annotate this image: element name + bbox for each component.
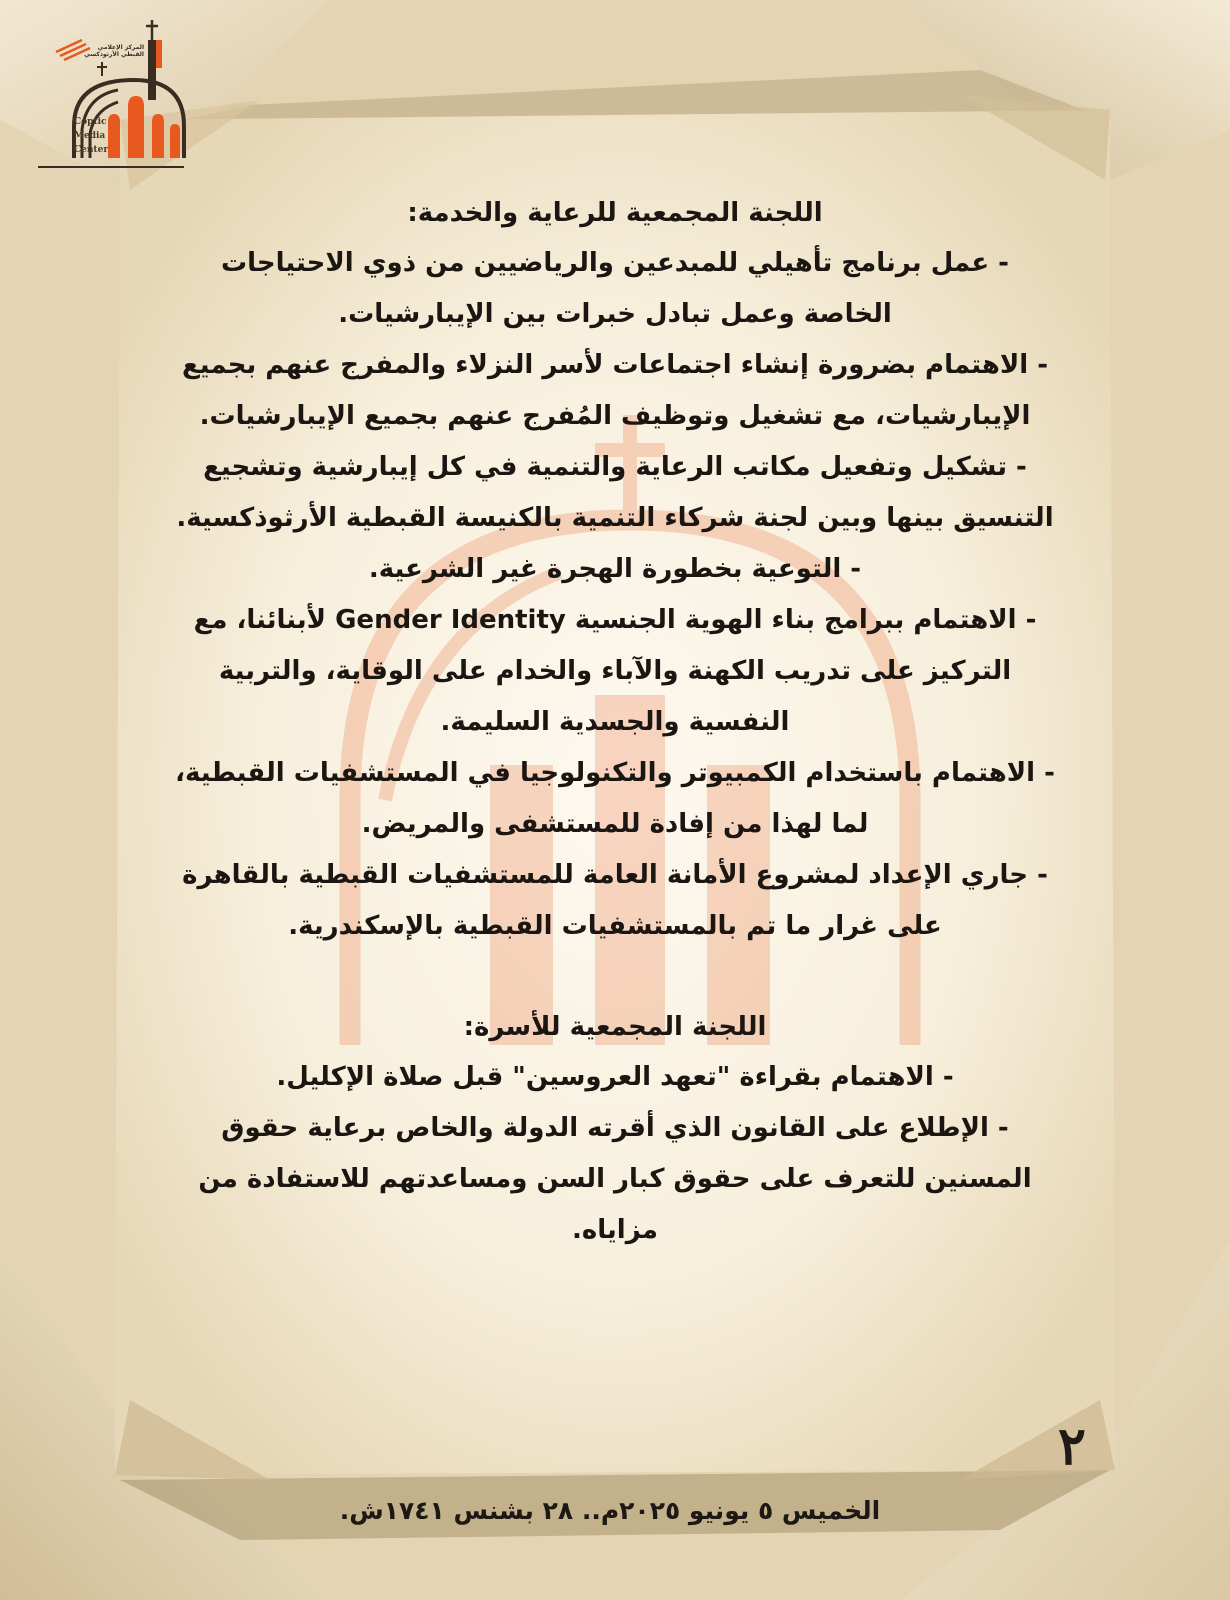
page-number: ٢ xyxy=(1058,1416,1086,1477)
list-item: - الاهتمام بقراءة "تعهد العروسين" قبل صلاة الإكليل. xyxy=(276,1062,954,1092)
coptic-media-center-logo xyxy=(34,18,194,178)
logo-english-line-3: Center xyxy=(74,145,109,155)
list-item: - عمل برنامج تأهيلي للمبدعين والرياضيين من ذوي الاحتياجات الخاصة وعمل تبادل خبرات بين الإيبارشيات. xyxy=(221,248,1009,329)
logo-english-line-1: Coptic xyxy=(74,117,107,127)
footer-date: الخميس ٥ يونيو ٢٠٢٥م.. ٢٨ بشنس ١٧٤١ش. xyxy=(339,1496,881,1525)
list-item: - التوعية بخطورة الهجرة غير الشرعية. xyxy=(368,554,862,584)
article-body xyxy=(175,188,1055,1256)
logo-arabic-text: المركز الإعلامي القبطي الأرثوذكسي xyxy=(84,44,144,58)
list-item: - الاهتمام ببرامج بناء الهوية الجنسية Gender Identity لأبنائنا، مع التركيز على تدريب الكهنة والآباء والخدام على الوقاية، والتربية النفسية والجسدية السليمة. xyxy=(193,605,1037,737)
section-spacer xyxy=(175,952,1055,1002)
list-item: - الاهتمام باستخدام الكمبيوتر والتكنولوجيا في المستشفيات القبطية، لما لهذا من إفادة للمستشفى والمريض. xyxy=(175,758,1055,839)
section-title-care-service: اللجنة المجمعية للرعاية والخدمة: xyxy=(407,198,823,228)
list-item: - تشكيل وتفعيل مكاتب الرعاية والتنمية في كل إيبارشية وتشجيع التنسيق بينها وبين لجنة شركاء التنمية بالكنيسة القبطية الأرثوذكسية. xyxy=(176,452,1054,533)
list-item: - جاري الإعداد لمشروع الأمانة العامة للمستشفيات القبطية بالقاهرة على غرار ما تم بالمستشفيات القبطية بالإسكندرية. xyxy=(182,860,1048,941)
list-item: - الاهتمام بضرورة إنشاء اجتماعات لأسر النزلاء والمفرج عنهم بجميع الإيبارشيات، مع تشغيل وتوظيف المُفرج عنهم بجميع الإيبارشيات. xyxy=(181,350,1049,431)
list-item: - الإطلاع على القانون الذي أقرته الدولة والخاص برعاية حقوق المسنين للتعرف على حقوق كبار السن ومساعدتهم للاستفادة من مزاياه. xyxy=(198,1113,1032,1245)
section-title-family: اللجنة المجمعية للأسرة: xyxy=(463,1012,767,1042)
logo-english-line-2: Media xyxy=(74,131,106,141)
church-logo-icon xyxy=(34,18,194,178)
